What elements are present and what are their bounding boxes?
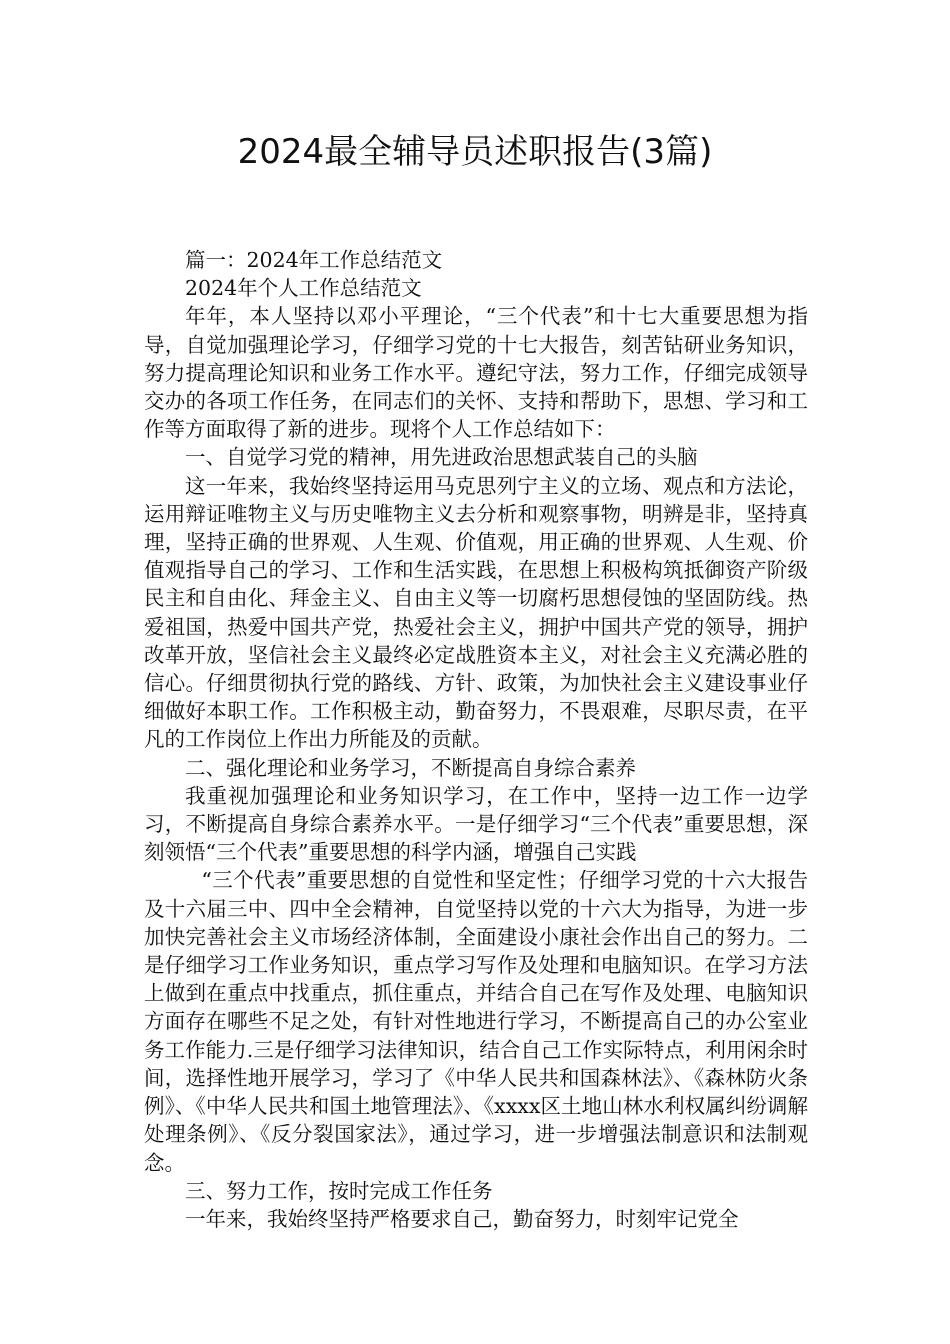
section-heading-part-one: 篇一：2024年工作总结范文 — [185, 248, 443, 272]
body-paragraph-1: 这一年来，我始终坚持运用马克思列宁主义的立场、观点和方法论，运用辩证唯物主义与历史唯物主义去分析和观察事物，明辨是非，坚持真理，坚持正确的世界观、人生观、价值观，用正确的世界观、人生观、价值观指导自己的学习、工作和生活实践，在思想上积极构筑抵御资产阶级民主和自由化、拜金主义、自由主义等一切腐朽思想侵蚀的坚固防线。热爱祖国，热爱中国共产党，热爱社会主义，拥护中国共产党的领导，拥护改革开放，坚信社会主义最终必定战胜资本主义，对社会主义充满必胜的信心。仔细贯彻执行党的路线、方针、政策，为加快社会主义建设事业仔细做好本职工作。工作积极主动，勤奋努力，不畏艰难，尽职尽责，在平凡的工作岗位上作出力所能及的贡献。 — [144, 473, 808, 752]
section-heading-2: 二、强化理论和业务学习，不断提高自身综合素养 — [185, 755, 636, 780]
body-paragraph-2: 我重视加强理论和业务知识学习，在工作中，坚持一边工作一边学习，不断提高自身综合素养水平。一是仔细学习“三个代表”重要思想，深刻领悟“三个代表”重要思想的科学内涵，增强自己实践 — [144, 783, 808, 865]
subtitle: 2024年个人工作总结范文 — [185, 276, 422, 301]
document-title: 2024最全辅导员述职报告(3篇) — [237, 132, 713, 172]
section-heading-1: 一、自觉学习党的精神，用先进政治思想武装自己的头脑 — [185, 445, 698, 470]
body-paragraph-4: 一年来，我始终坚持严格要求自己，勤奋努力，时刻牢记党全 — [185, 1206, 739, 1231]
body-paragraph-3: “三个代表”重要思想的自觉性和坚定性；仔细学习党的十六大报告及十六届三中、四中全会精神，自觉坚持以党的十六大为指导，为进一步加快完善社会主义市场经济体制，全面建设小康社会作出自己的努力。二是仔细学习工作业务知识，重点学习写作及处理和电脑知识。在学习方法上做到在重点中找重点，抓住重点，并结合自己在写作及处理、电脑知识方面存在哪些不足之处，有针对性地进行学习，不断提高自己的办公室业务工作能力.三是仔细学习法律知识，结合自己工作实际特点，利用闲余时间，选择性地开展学习，学习了《中华人民共和国森林法》、《森林防火条例》、《中华人民共和国土地管理法》、《xxxx区土地山林水利权属纠纷调解处理条例》、《反分裂国家法》，通过学习，进一步增强法制意识和法制观念。 — [144, 868, 808, 1175]
intro-paragraph: 年年，本人坚持以邓小平理论，“三个代表”和十七大重要思想为指导，自觉加强理论学习，仔细学习党的十七大报告，刻苦钻研业务知识，努力提高理论知识和业务工作水平。遵纪守法，努力工作，仔细完成领导交办的各项工作任务，在同志们的关怀、支持和帮助下，思想、学习和工作等方面取得了新的进步。现将个人工作总结如下： — [144, 304, 808, 442]
document-body — [144, 246, 808, 1233]
section-heading-3: 三、努力工作，按时完成工作任务 — [185, 1178, 493, 1203]
